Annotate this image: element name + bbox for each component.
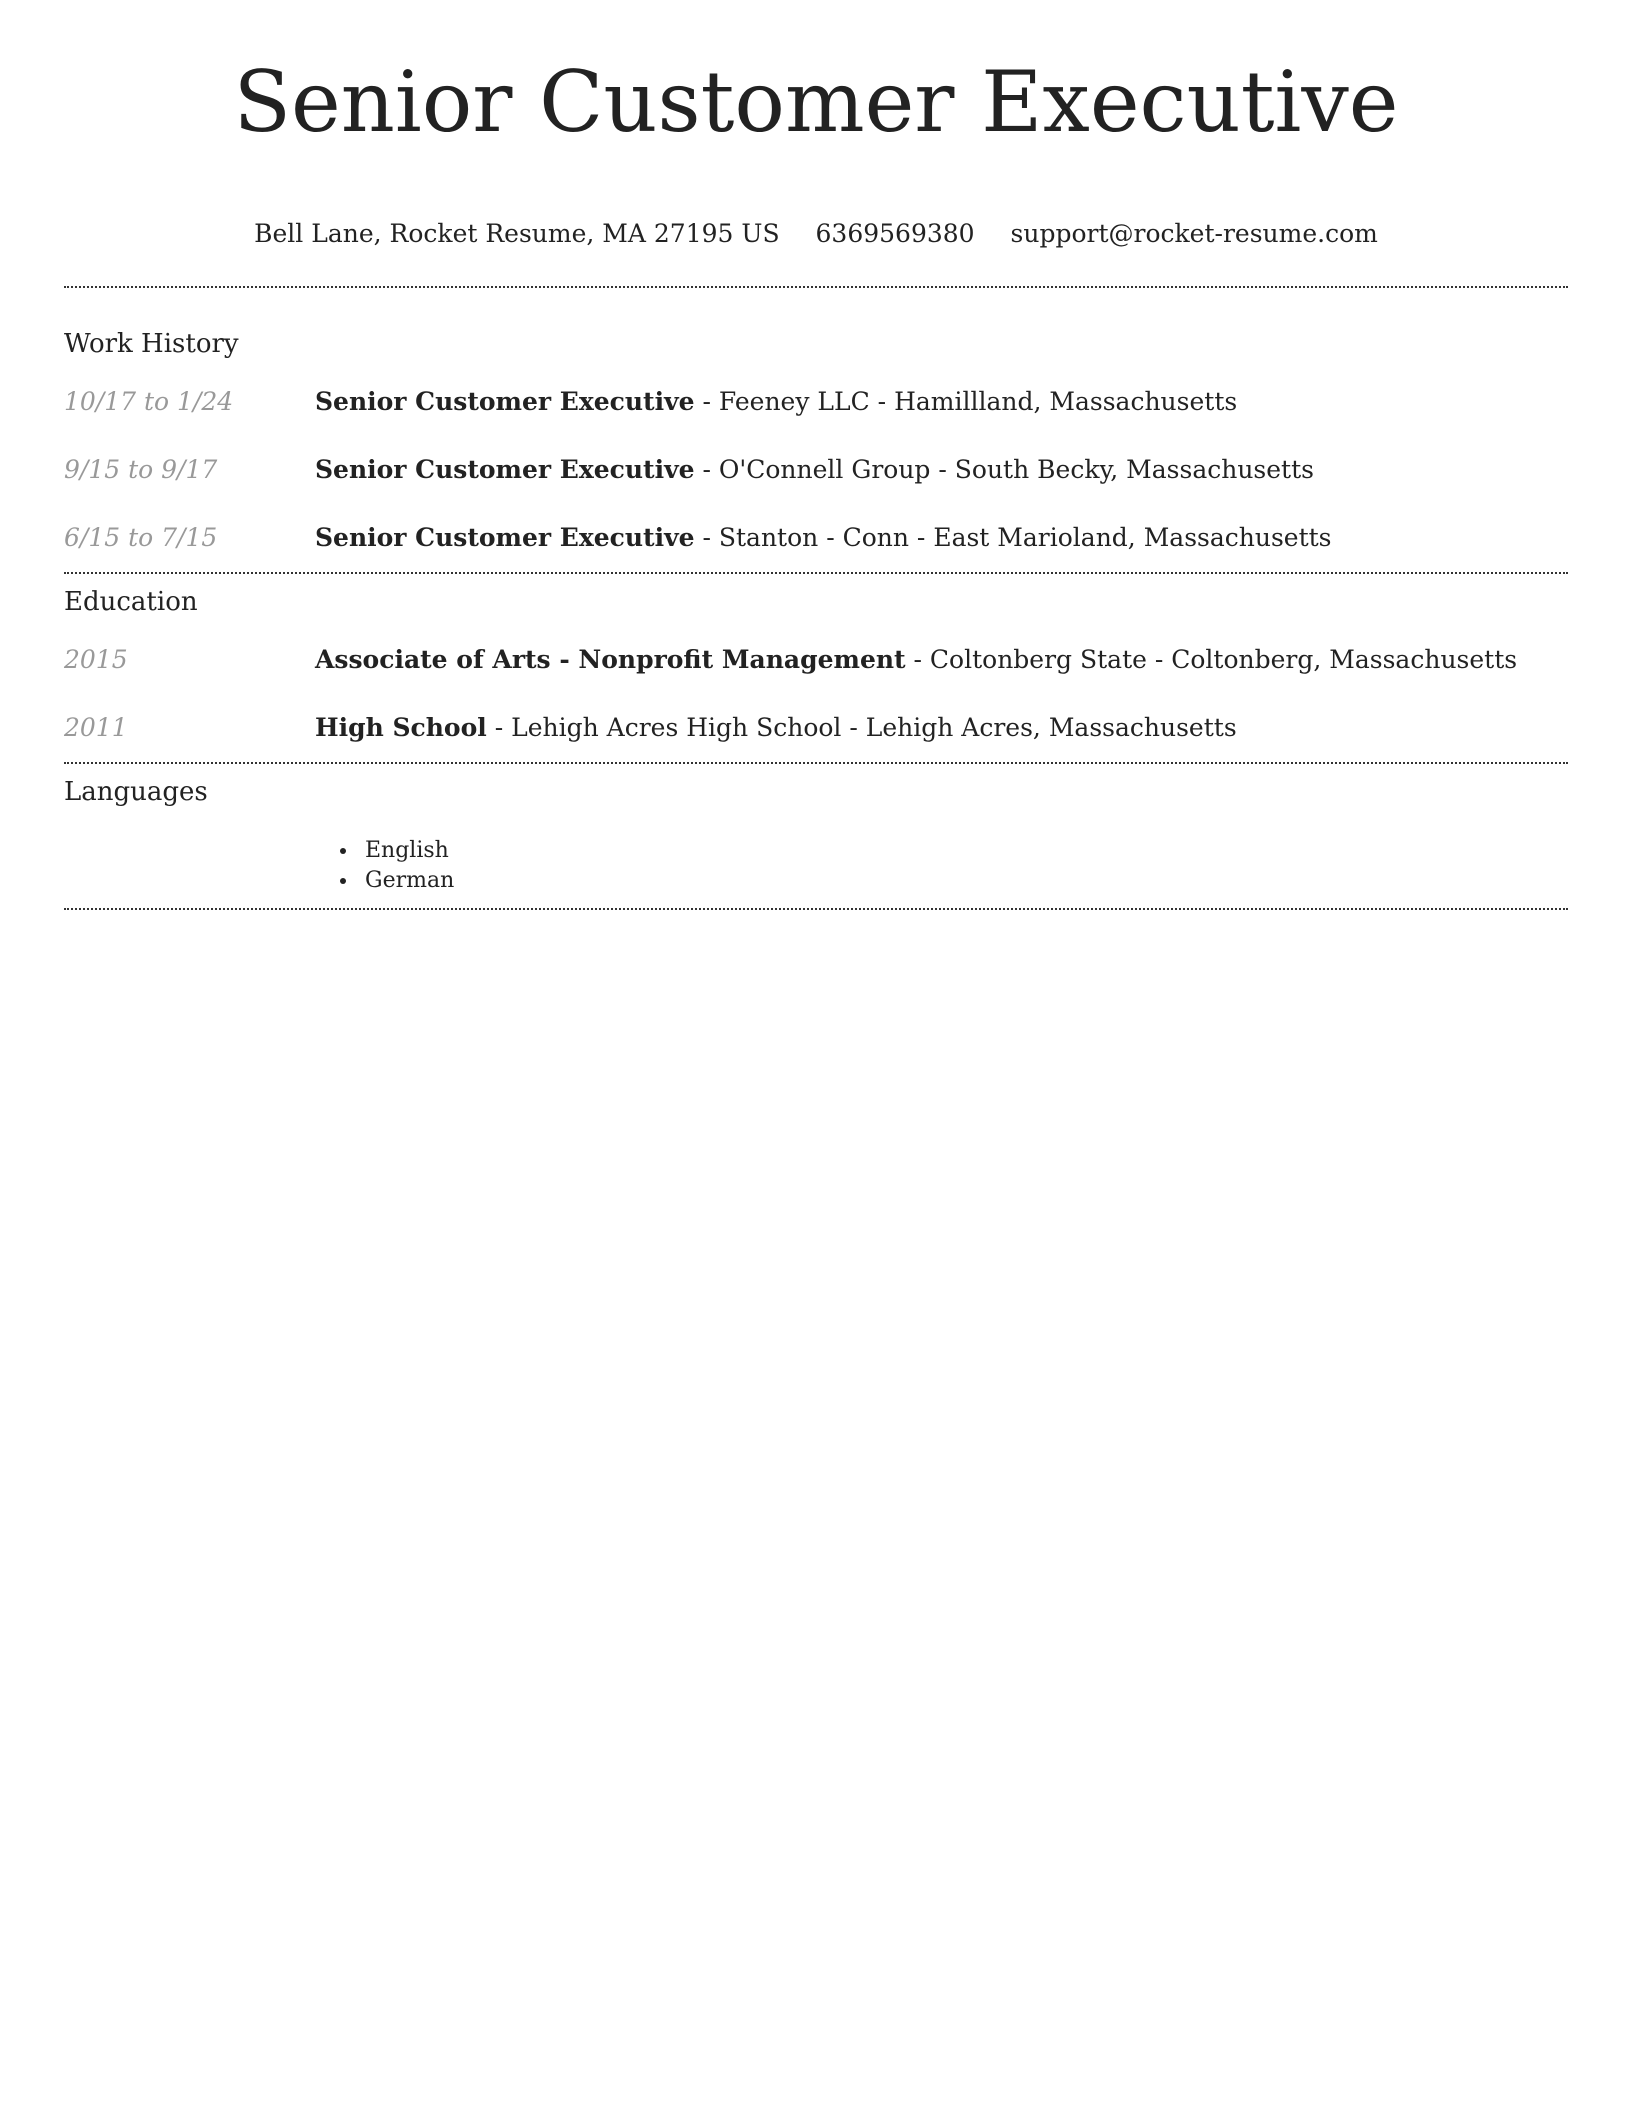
language-item: • English xyxy=(359,836,1568,866)
education-entry-title: High School xyxy=(315,713,487,742)
section-heading-work-history: Work History xyxy=(64,329,239,359)
work-entry-description xyxy=(315,386,1237,418)
contact-address: Bell Lane, Rocket Resume, MA 27195 US xyxy=(254,219,780,248)
work-entry xyxy=(64,522,1568,554)
work-entry xyxy=(64,386,1568,418)
contact-line xyxy=(64,218,1568,250)
section-divider xyxy=(64,908,1568,910)
header-divider xyxy=(64,286,1568,288)
work-entry-title: Senior Customer Executive xyxy=(315,387,695,416)
education-section xyxy=(64,586,1568,744)
languages-list xyxy=(64,836,1568,896)
resume-title: Senior Customer Executive xyxy=(233,53,1399,151)
education-entry-title: Associate of Arts - Nonprofit Management xyxy=(315,645,906,674)
contact-email: support@rocket-resume.com xyxy=(1010,219,1378,248)
education-entry-details: - Lehigh Acres High School - Lehigh Acres, Massachusetts xyxy=(486,713,1237,742)
work-entry xyxy=(64,454,1568,486)
work-entry-description xyxy=(315,454,1314,486)
education-entry xyxy=(64,712,1568,744)
section-heading-education: Education xyxy=(64,587,198,617)
work-entry-details: - Stanton - Conn - East Marioland, Massachusetts xyxy=(694,523,1332,552)
contact-phone: 6369569380 xyxy=(815,219,975,248)
section-heading-languages: Languages xyxy=(64,777,208,807)
work-entry-description xyxy=(315,522,1332,554)
work-entry-date: 9/15 to 9/17 xyxy=(64,455,218,484)
education-entry-details: - Coltonberg State - Coltonberg, Massachusetts xyxy=(905,645,1518,674)
work-entry-title: Senior Customer Executive xyxy=(315,455,695,484)
languages-section xyxy=(64,776,1568,896)
education-entry-date: 2011 xyxy=(64,713,128,742)
section-divider xyxy=(64,762,1568,764)
work-entry-date: 6/15 to 7/15 xyxy=(64,523,218,552)
work-entry-title: Senior Customer Executive xyxy=(315,523,695,552)
work-entry-details: - O'Connell Group - South Becky, Massachusetts xyxy=(694,455,1314,484)
education-entry-description xyxy=(315,644,1517,676)
work-entry-date: 10/17 to 1/24 xyxy=(64,387,234,416)
work-history-section xyxy=(64,328,1568,554)
education-entry-date: 2015 xyxy=(64,645,128,674)
education-entry xyxy=(64,644,1568,676)
education-entry-description xyxy=(315,712,1237,744)
work-entry-details: - Feeney LLC - Hamillland, Massachusetts xyxy=(694,387,1238,416)
section-divider xyxy=(64,572,1568,574)
language-item: • German xyxy=(359,866,1568,896)
